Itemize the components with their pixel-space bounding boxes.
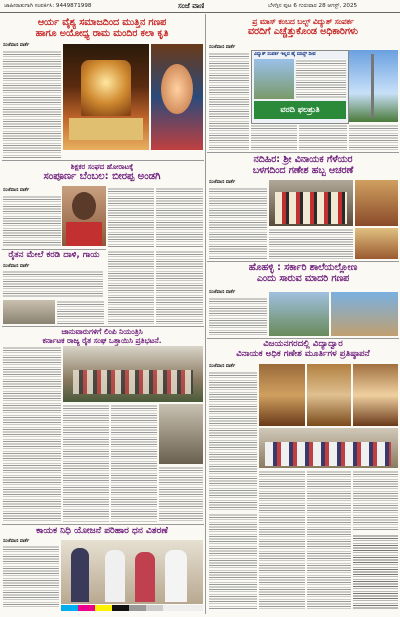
idol-photo-3 — [353, 364, 398, 426]
high-mast-photo — [349, 50, 398, 122]
temple-photo — [63, 44, 149, 150]
headline-kayaka-nidhi: ಕಾಯಕ ನಿಧಿ ಯೋಜನೆ ಪರಿಹಾರ ಧನ ವಿತರಣೆ — [36, 526, 168, 536]
headline-hohalli: ಹೊಹಳ್ಳಿ : ಸರ್ಕಾರಿ ಶಾಲೆಯಲ್ಲೋಣ ಎಂದು ಸಾರುವ ಮಾದರಿ ಗಣಪ — [248, 262, 358, 284]
page-header — [0, 0, 400, 13]
article-text — [209, 513, 257, 610]
article-text — [159, 466, 203, 522]
ganesha-photo — [151, 44, 203, 150]
dateline: ಸಂಜೆವಾಣಿ ವಾರ್ತೆ — [3, 539, 30, 544]
portrait-photo — [62, 186, 106, 246]
inset-clipping: ವಿದ್ಯುತ್ ಸಂಪರ್ಕ ಇಲ್ಲದ ಹೈ ಮಾಸ್ಟ್ ದೀಪ ವರದಿ ಫಲಶ್ರುತಿ — [251, 50, 349, 124]
article-text — [307, 470, 351, 610]
injured-farmer-photo — [3, 300, 55, 324]
headline-bear-attack: ರೈತನ ಮೇಲೆ ಕರಡಿ ದಾಳಿ, ಗಾಯ — [8, 250, 100, 260]
headline-teachers: ಶಿಕ್ಷಕರ ಸಂಘದ ಹೋರಾಟಕ್ಕೆ ಸಂಪೂರ್ಣ ಬೆಂಬಲ: ಬೀರಪ್ಪ ಅಂಡಗಿ — [43, 163, 161, 183]
cheque-distribution-photo — [61, 540, 203, 604]
article-text — [209, 297, 267, 335]
date-line: ಬೆಳಗ್ಗಿನ ಪುಟ 6 ಗುರುವಾರ 28 ಆಗಸ್ಟ್, 2025 — [268, 3, 358, 9]
inset-banner: ವರದಿ ಫಲಶ್ರುತಿ — [254, 101, 346, 119]
masthead: ಸಂಜೆ ವಾಣಿ — [178, 2, 205, 10]
dateline: ಸಂಜೆವಾಣಿ ವಾರ್ತೆ — [3, 264, 30, 269]
article-text — [111, 404, 157, 522]
article-text — [108, 250, 154, 324]
article-text — [156, 187, 203, 247]
headline-nadihira: ನದಿಹಿರ: ಶ್ರೀ ವಿನಾಯಕ ಗೆಳೆಯರ ಬಳಗದಿಂದ ಗಣೇಶ ಹಬ್ಬ ಆಚರಣೆ — [252, 154, 354, 176]
protest-photo — [63, 346, 203, 402]
article-text — [209, 187, 267, 259]
article-text — [63, 404, 109, 522]
article-text — [353, 470, 398, 530]
article-text — [3, 346, 61, 522]
dateline: ಸಂಜೆವಾಣಿ ವಾರ್ತೆ — [209, 290, 236, 295]
column-divider — [205, 14, 206, 614]
article-text — [3, 545, 59, 607]
idol-photo-2 — [307, 364, 351, 426]
headline-vijayanagar: ವಿಜಯನಗರದಲ್ಲಿ ವಿದ್ಯಾದ್ವಾರ ವಿನಾಯಕ ಅಧಿಕ ಗಣೇಶ ಮೂರ್ತಿಗಳ ಪ್ರತಿಷ್ಠಾಪನೆ — [236, 339, 370, 359]
headline-lumpy: ಜಾನುವಾರುಗಳಿಗೆ ಲಿಂಪಿ ನಿಯಂತ್ರಿಸಿ ಕರ್ನಾಟಕ ರಾಜ್ಯ ರೈತ ಸಂಘ ಒತ್ತಾಯಿಸಿ ಪ್ರತಿಭಟನೆ. — [42, 327, 162, 345]
contact-line: ಜಾಹೀರಾತುಗಾಗಿ ಸಂಪರ್ಕಿಸಿ: 9449871998 — [4, 3, 92, 9]
dateline: ಸಂಜೆವಾಣಿ ವಾರ್ತೆ — [3, 43, 30, 48]
article-text — [259, 470, 305, 610]
school-building-photo — [331, 292, 398, 336]
color-registration-bar — [61, 605, 203, 611]
headline-arya-vaishya: ಆರ್ಯ ವೈಶ್ಯ ಸಮಾಜದಿಂದ ಮುತ್ತಿನ ಗಣಪ ಹಾಗೂ ಅಯೋಧ್ಯ ರಾಮ ಮಂದಿರ ಕಲಾ ಕೃತಿ — [35, 17, 169, 39]
inset-photo — [254, 59, 294, 99]
dateline: ಸಂಜೆವಾಣಿ ವಾರ್ತೆ — [209, 45, 236, 50]
school-ganesha-photo — [269, 292, 329, 336]
ganesha-group-photo-2 — [355, 180, 398, 226]
idol-photo-1 — [259, 364, 305, 426]
article-text — [3, 270, 103, 298]
article-text — [353, 534, 398, 610]
ganesha-group-photo-1 — [269, 180, 353, 226]
ganesha-idol-photo — [355, 228, 398, 259]
dateline: ಸಂಜೆವಾಣಿ ವಾರ್ತೆ — [3, 188, 30, 193]
headline-high-mast: ಪ್ರ ಮಾಸ್ ಕಂಬದ ಬಲ್ಬ್ ವಿದ್ಯುತ್ ಸಂಪರ್ಕ ವರದಿಗೆ ಎಚ್ಚೆತ್ತುಕೊಂಡ ಅಧಿಕಾರಿಗಳು — [247, 17, 359, 37]
article-text — [108, 187, 154, 247]
dateline: ಸಂಜೆವಾಣಿ ವಾರ್ತೆ — [209, 180, 236, 185]
gathering-photo — [259, 428, 398, 468]
lumpy-cattle-photo — [159, 404, 203, 464]
article-text — [3, 195, 61, 247]
article-text — [156, 250, 203, 324]
article-text — [209, 371, 257, 511]
article-text — [3, 50, 61, 158]
dateline: ಸಂಜೆವಾಣಿ ವಾರ್ತೆ — [209, 364, 236, 369]
article-text — [57, 300, 104, 324]
article-text — [209, 52, 249, 150]
